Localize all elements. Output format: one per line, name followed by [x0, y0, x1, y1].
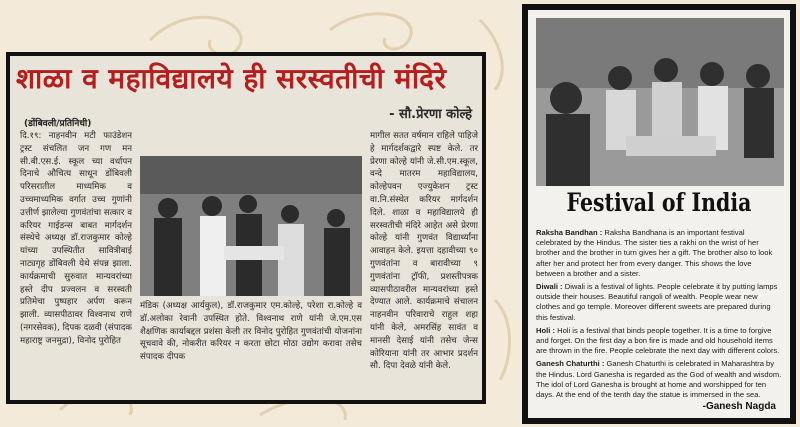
section-raksha-bandhan	[536, 228, 782, 279]
author-signature: -Ganesh Nagda	[702, 401, 776, 412]
clipping-paper	[10, 56, 482, 400]
section-diwali	[536, 282, 782, 323]
article-column-3: मागील सतत वर्षमान राहिले पाहिजे हे मार्गदर्शकद्वारे स्पष्ट केले. तर प्रेरणा कोल्हे यांनी जे.सी.एम.स्कूल, वन्दे मातरम महाविद्यालय, कोल्हेपवन एज्युकेशन ट्रस्ट वा.नि.संस्थेत करियर मार्गदर्शन दिले. शाळा व महाविद्यालये ही सरस्वतीची मंदिरे आहेत असे प्रेरणा कोल्हे यांनी गुणवंत विद्यार्थ्यांना आवाहन केले. इयत्ता दहावीच्या ९० गुणवंतांना व बारावीच्या ९ गुणवंतांना ट्रॉफी, प्रशस्तीपत्रक व्यासपीठावरील मान्यवरांच्या हस्ते देण्यात आले. कार्यक्रमाचे संचालन नाहनवीन परिवाराचे राहुल शहा यांनी केले, अमरसिंह सावंत व मानसी देसाई यांनी तसेच जेन्स कोरियाना यांनी तर आभार प्रदर्शन सौ. दिपा देवळे यांनी केले.	[370, 131, 478, 372]
festival-article-body	[536, 228, 782, 403]
section-label: Diwali :	[536, 282, 563, 292]
festival-of-india-clipping	[522, 4, 796, 424]
dateline: (डोंबिवली/प्रतिनिधी)	[24, 119, 92, 129]
article-column-1: दि.१९: नाहनवीन मटी फाउंडेशन ट्रस्ट संचलित जन गण मन सी.बी.एस.ई. स्कूल च्या वर्धापन दिनाचे औचित्य साधून डोंबिवली परिसरातील माध्यमिक व उच्चमाध्यमिक वर्गात उच्च गुणांनी उत्तीर्ण झालेल्या गुणवंतांचा सत्कार व करियर गाईडन्स बाबत मार्गदर्शन संस्थेचे अध्यक्ष डॉ.राजकुमार कोल्हे यांच्या उपस्थितीत सावित्रीबाई नाट्यगृह डोंबिवली येथे संपन्न झाला. कार्यक्रमाची सुरुवात मान्यवरांच्या हस्ते दीप प्रज्वलन व सरस्वती प्रतिमेचा पुष्पहार अर्पण करून झाली. व्यासपीठावर विश्वनाथ राणे (नगरसेवक), दिपक दळवी (संपादक महाराष्ट्र जनमुद्रा), विनोद पुरोहित	[20, 131, 132, 346]
photo-people-silhouettes	[140, 156, 362, 296]
section-text: Diwali is a festival of lights. People celebrate it by putting lamps outside their houses. Beautiful rangoli of wealth. People wear new clothes and go temple. Moreover different sweets are prepared during this festival.	[536, 282, 778, 322]
headline: शाळा व महाविद्यालये ही सरस्वतीची मंदिरे	[16, 62, 447, 95]
section-label: Ganesh Chaturthi :	[536, 359, 605, 369]
section-text: Raksha Bandhana is an important festival celebrated by the Hindus. The sister ties a rakhi on the wrist of her brother and the brother in turn gives her a gift. The brother also to look after her and protect her from every danger. This shows the love between a brother and a sister.	[536, 228, 773, 278]
section-label: Raksha Bandhan :	[536, 228, 603, 237]
section-holi	[536, 326, 782, 357]
award-ceremony-photo	[140, 156, 362, 296]
section-ganesh-chaturthi	[536, 359, 782, 400]
marathi-newspaper-clipping	[6, 52, 486, 404]
clipping-paper-right	[528, 10, 790, 418]
photo-caption-text: मंडिक (अध्यक्ष आर्यकुल), डॉ.राजकुमार एम.कोल्हे, परेशा रा.कोल्हे व डॉ.अलोका रेवानी उपस्थित होते. विश्वनाथ राणे यांनी जे.एम.एस शैक्षणिक कार्याबद्दल प्रशंसा केली तर विनोद पुरोहित गुणवंतांची योजनांना सूचवावे की, नोकरीत करियर न करता छोटा मोठा उद्योग करावा तसेच संपादक दीपक	[140, 301, 362, 363]
byline: - सौ.प्रेरणा कोल्हे	[389, 107, 472, 122]
section-text: Holi is a festival that binds people together. It is a time to forgive and forget. On the first day a bon fire is made and old household items are thrown in the fire. People celebrate the next day with different colors.	[536, 325, 780, 356]
section-text: Ganesh Chaturthi is celebrated in Maharashtra by the Hindus. Lord Ganesha is regarded as the God of wealth and wisdom. The idol of Lord Ganesha is brought at home and worshipped for ten days. At the end of the tenth day the statue is immersed in the sea.	[536, 359, 782, 400]
children-rakhi-photo	[536, 18, 784, 186]
festival-title: Festival of India	[566, 188, 752, 217]
photo-children-silhouettes	[536, 18, 784, 186]
section-label: Holi :	[536, 325, 555, 335]
